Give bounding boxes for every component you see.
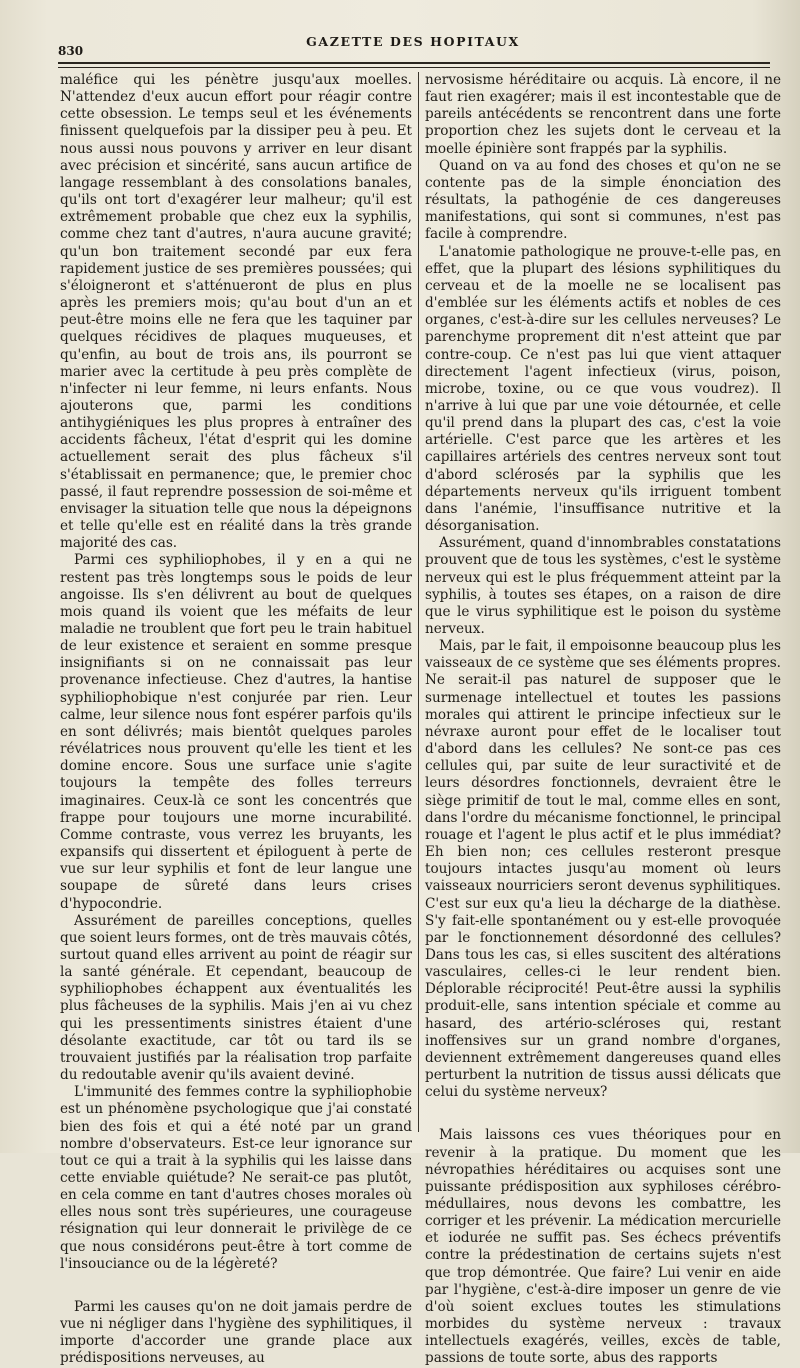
page-header — [58, 32, 768, 62]
page-number: 830 — [58, 44, 84, 58]
paragraph: Assurément de pareilles conceptions, quelles que soient leurs formes, ont de très mauvais côtés, surtout quand elles arrivent au point de réagir sur la santé générale. Et cependant, beaucoup de syphiliophobes échappent aux éventualités les plus fâcheuses de la syphilis. Mais j'en ai vu chez qui les pressentiments sinistres étaient d'une désolante exactitude, car tôt ou tard ils se trouvaient justifiés par la réalisation trop parfaite du redoutable avenir qu'ils avaient deviné. — [60, 912, 412, 1084]
header-rule — [58, 62, 770, 64]
right-column — [425, 72, 781, 1367]
paragraph: maléfice qui les pénètre jusqu'aux moelles. N'attendez d'eux aucun effort pour réagir contre cette obsession. Le temps seul et les événements finissent quelquefois par la dissiper peu à peu. Et nous aussi nous pouvons y arriver en leur disant avec précision et sincérité, sans aucun artifice de langage ressemblant à des consolations banales, qu'ils ont tort d'exagérer leur malheur; qu'il est extrêmement probable que chez eux la syphilis, comme chez tant d'autres, n'aura aucune gravité; qu'un bon traitement secondé par eux fera rapidement justice de ses premières poussées; qui s'éloigneront et s'atténueront de plus en plus après les premiers mois; qu'au bout d'un an et peut-être moins elle ne fera que les taquiner par quelques récidives de plaques muqueuses, et qu'enfin, au bout de trois ans, ils pourront se marier avec la certitude à peu près complète de n'infecter ni leur femme, ni leurs enfants. Nous ajouterons que, parmi les conditions antihygiéniques les plus propres à entraîner des accidents fâcheux, l'état d'esprit qui les domine actuellement serait des plus fâcheux s'il s'établissait en permanence; que, le premier choc passé, il faut reprendre possession de soi-même et envisager la situation telle que nous la dépeignons et telle qu'elle est en réalité dans la très grande majorité des cas. — [60, 72, 412, 552]
column-divider — [418, 72, 419, 1132]
paragraph: Parmi ces syphiliophobes, il y en a qui ne restent pas très longtemps sous le poids de leur angoisse. Ils s'en délivrent au bout de quelques mois quand ils voient que les méfaits de leur maladie ne troublent que fort peu le train habituel de leur existence et seraient en somme presque insignifiants si on ne connaissait pas leur provenance infectieuse. Chez d'autres, la hantise syphiliophobique n'est conjurée par rien. Leur calme, leur silence nous font espérer parfois qu'ils en sont délivrés; mais bientôt quelques paroles révélatrices nous prouvent qu'elle les tient et les domine encore. Sous une surface unie s'agite toujours la tempête des folles terreurs imaginaires. Ceux-là ce sont les concentrés que frappe pour toujours une morne incurabilité. Comme contraste, vous verrez les bruyants, les expansifs qui dissertent et épiloguent à perte de vue sur leur syphilis et font de leur langue une soupape de sûreté dans leurs crises d'hypocondrie. — [60, 552, 412, 912]
left-column — [60, 72, 412, 1367]
paragraph: Assurément, quand d'innombrables constatations prouvent que de tous les systèmes, c'est le système nerveux qui est le plus fréquemment atteint par la syphilis, à toutes ses étapes, on a raison de dire que le virus syphilitique est le poison du système nerveux. — [425, 535, 781, 637]
paragraph: Quand on va au fond des choses et qu'on ne se contente pas de la simple énonciation des résultats, la pathogénie de ces dangereuses manifestations, qui sont si communes, n'est pas facile à comprendre. — [425, 157, 781, 243]
paragraph: Mais, par le fait, il empoisonne beaucoup plus les vaisseaux de ce système que ses éléments propres. Ne serait-il pas naturel de supposer que le surmenage intellectuel et toutes les passions morales qui attirent le principe infectieux sur le névraxe auront pour effet de le localiser tout d'abord dans les cellules? Ne sont-ce pas ces cellules qui, par suite de leur suractivité et de leurs désordres fonctionnels, devraient être le siège primitif de tout le mal, comme elles en sont, dans l'ordre du mécanisme fonctionnel, le principal rouage et l'agent le plus actif et le plus immédiat? Eh bien non; ces cellules resteront presque toujours intactes jusqu'au moment où leurs vaisseaux nourriciers seront devenus syphilitiques. C'est sur eux qu'a lieu la décharge de la diathèse. S'y fait-elle spontanément ou y est-elle provoquée par le fonctionnement désordonné des cellules? Dans tous les cas, si elles suscitent des altérations vasculaires, celles-ci le leur rendent bien. Déplorable réciprocité! Peut-être aussi la syphilis produit-elle, sans intention spéciale et comme au hasard, des artério-scléroses qui, restant inoffensives sur un grand nombre d'organes, deviennent extrêmement dangereuses quand elles perturbent la nutrition de tissus aussi délicats que celui du système nerveux? — [425, 638, 781, 1101]
paragraph: L'anatomie pathologique ne prouve-t-elle pas, en effet, que la plupart des lésions syphilitiques du cerveau et de la moelle ne se localisent pas d'emblée sur les éléments actifs et nobles de ces organes, c'est-à-dire sur les cellules nerveuses? Le parenchyme proprement dit n'est atteint que par contre-coup. Ce n'est pas lui que vient attaquer directement l'agent infectieux (virus, poison, microbe, toxine, ou ce que vous voudrez). Il n'arrive à lui que par une voie détournée, et celle qu'il prend dans la plupart des cas, c'est la voie artérielle. C'est parce que les artères et les capillaires artériels des centres nerveux sont tout d'abord sclérosés par la syphilis que les départements nerveux qu'ils irriguent tombent dans l'anémie, l'insuffisance nutritive et la désorganisation. — [425, 243, 781, 535]
paragraph: L'immunité des femmes contre la syphiliophobie est un phénomène psychologique que j'ai constaté bien des fois et qui a été noté par un grand nombre d'observateurs. Est-ce leur ignorance sur tout ce qui a trait à la syphilis qui les laisse dans cette enviable quiétude? Ne serait-ce pas plutôt, en cela comme en tant d'autres choses morales où elles nous sont très supérieures, une courageuse résignation qui leur donnerait le privilège de ce que nous considérons peut-être à tort comme de l'insouciance ou de la légèreté? — [60, 1084, 412, 1272]
paragraph: Mais laissons ces vues théoriques pour en revenir à la pratique. Du moment que les névropathies héréditaires ou acquises sont une puissante prédisposition aux syphiloses cérébro-médullaires, nous devons les combattre, les corriger et les prévenir. La médication mercurielle et iodurée ne suffit pas. Ses échecs préventifs contre la prédestination de certains sujets n'est que trop démontrée. Que faire? Lui venir en aide par l'hygiène, c'est-à-dire imposer un genre de vie d'où soient exclues toutes les stimulations morbides du système nerveux : travaux intellectuels exagérés, veilles, excès de table, passions de toute sorte, abus des rapports — [425, 1127, 781, 1367]
paragraph: Parmi les causes qu'on ne doit jamais perdre de vue ni négliger dans l'hygiène des syphilitiques, il importe d'accorder une grande place aux prédispositions nerveuses, au — [60, 1298, 412, 1367]
header-rule-thin — [58, 67, 770, 68]
journal-title: GAZETTE DES HOPITAUX — [306, 34, 520, 49]
paragraph: nervosisme héréditaire ou acquis. Là encore, il ne faut rien exagérer; mais il est incontestable que de pareils antécédents se rencontrent dans une forte proportion chez les sujets dont le cerveau et la moelle épinière sont frappés par la syphilis. — [425, 72, 781, 157]
